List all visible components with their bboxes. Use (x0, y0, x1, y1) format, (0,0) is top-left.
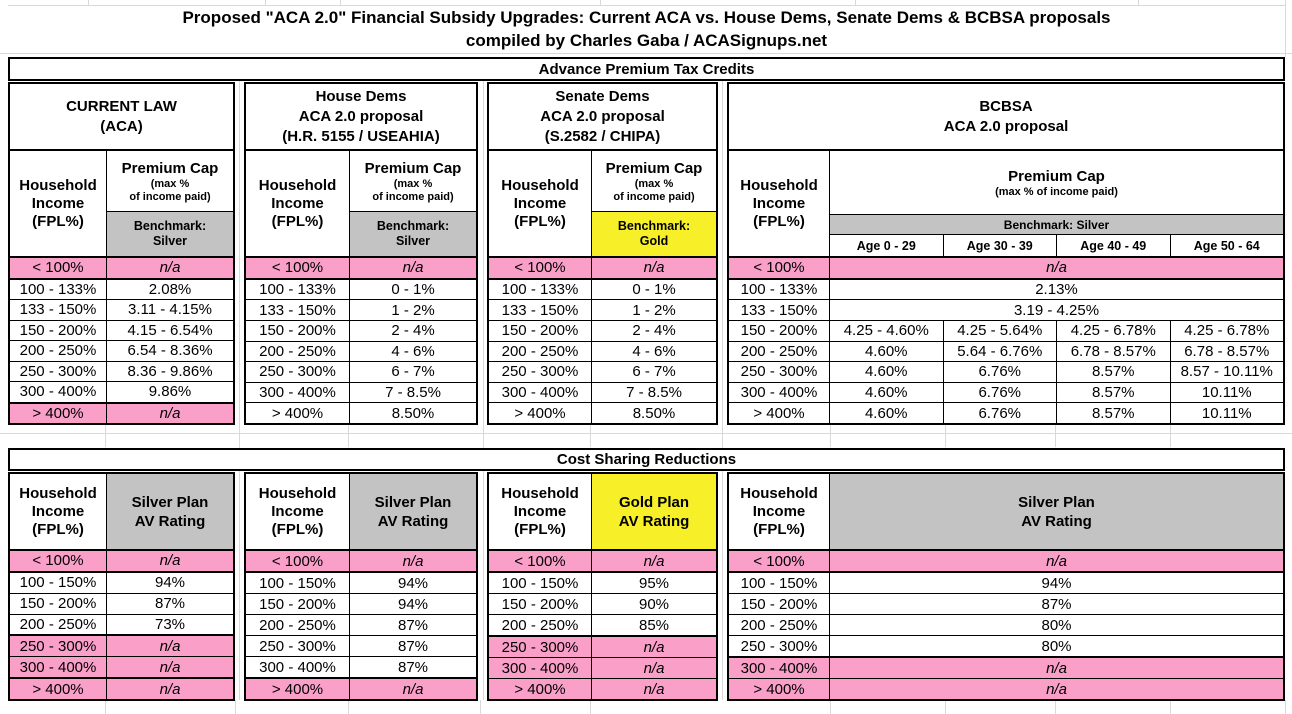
income-range-cell: 100 - 133% (246, 280, 350, 300)
income-range-cell: 150 - 200% (246, 321, 350, 341)
income-range-cell: > 400% (729, 679, 830, 699)
table-row (10, 361, 233, 382)
csr-bcbsa-rows (729, 551, 1283, 699)
income-range-cell: 100 - 150% (10, 573, 107, 593)
table-row (246, 551, 476, 571)
table-row (10, 258, 233, 278)
age-band-header: Age 30 - 39 (943, 235, 1057, 256)
value-cell: 87% (1041, 595, 1072, 613)
table-row (489, 299, 716, 320)
benchmark-label: Benchmark: Silver (350, 211, 476, 256)
value-cell: n/a (350, 258, 476, 278)
income-range-cell: > 400% (246, 679, 350, 699)
value-cell: 2 - 4% (632, 322, 676, 340)
income-range-cell: < 100% (10, 551, 107, 571)
value-cell: 95% (638, 574, 670, 592)
age-band-headers (830, 234, 1283, 256)
table-row (729, 320, 1283, 341)
gridline (348, 700, 349, 714)
premium-cap-header: Premium Cap (max % of income paid) Benchmark: Gold (592, 151, 716, 256)
table-row (246, 258, 476, 278)
premium-cap-header: Premium Cap (max % of income paid) Benchmark: Silver (107, 151, 233, 256)
table-row (729, 656, 1283, 678)
value-cell: 0 - 1% (391, 280, 435, 298)
income-range-cell: 300 - 400% (489, 658, 592, 678)
house-dems-title (246, 84, 476, 151)
table-row (10, 402, 233, 424)
value-cell: 4 - 6% (391, 342, 435, 360)
value-cell: 10.11% (1170, 403, 1284, 423)
value-cell: 2.08% (148, 280, 192, 298)
table-row (729, 571, 1283, 593)
value-cell: 4.60% (864, 363, 908, 381)
csr-section (8, 472, 1285, 701)
aptc-section-banner: Advance Premium Tax Credits (8, 57, 1285, 81)
income-range-cell: 250 - 300% (10, 362, 107, 382)
value-cell: 2 - 4% (391, 322, 435, 340)
table-row (246, 635, 476, 656)
value-cell: 4 - 6% (632, 342, 676, 360)
value-cell: 87% (397, 616, 429, 634)
income-range-cell: 150 - 200% (246, 594, 350, 614)
household-income-header: Household Income (FPL%) (246, 474, 350, 549)
aptc-house-dems-rows (246, 258, 476, 423)
table-row (10, 278, 233, 300)
csr-bcbsa-table (727, 472, 1285, 701)
value-cell: n/a (830, 258, 1283, 278)
aptc-bcbsa-rows (729, 258, 1283, 423)
benchmark-label: Benchmark: Silver (830, 214, 1283, 234)
value-cell: 3.11 - 4.15% (128, 301, 212, 319)
value-cell: n/a (350, 679, 476, 699)
table-row (10, 677, 233, 699)
column-headers (489, 474, 716, 551)
income-range-cell: > 400% (246, 403, 350, 423)
table-row (489, 657, 716, 678)
premium-cap-header: Premium Cap (max % of income paid) Benchmark: Silver Age 0 - 29 Age 30 - 39 Age 40 - 49 Age 50 - 64 (830, 151, 1283, 256)
table-row (10, 381, 233, 402)
income-range-cell: 300 - 400% (729, 658, 830, 678)
table-row (729, 361, 1283, 382)
income-range-cell: < 100% (729, 551, 830, 571)
value-cell: 8.50% (632, 404, 676, 422)
av-rating-header: Gold Plan AV Rating (592, 474, 716, 549)
value-cell: 1 - 2% (632, 301, 676, 319)
title-line: BCBSA (979, 97, 1033, 115)
table-row (246, 656, 476, 677)
value-cell: 90% (638, 595, 670, 613)
household-income-header: Household Income (FPL%) (489, 474, 592, 549)
value-cell: 9.86% (148, 383, 192, 401)
table-row (729, 299, 1283, 320)
value-cell: 94% (1041, 574, 1072, 592)
value-cell: n/a (107, 551, 233, 571)
household-income-header: Household Income (FPL%) (10, 151, 107, 256)
column-headers (489, 151, 716, 258)
value-cell: n/a (107, 404, 233, 424)
table-row (10, 634, 233, 656)
value-cell: 6.76% (943, 362, 1057, 382)
income-range-cell: > 400% (10, 679, 107, 699)
value-cell: 80% (1041, 637, 1072, 655)
value-cell: n/a (592, 637, 716, 657)
income-range-cell: 250 - 300% (729, 362, 830, 382)
income-range-cell: < 100% (489, 258, 592, 278)
table-row (246, 614, 476, 635)
aptc-senate-dems-table (487, 82, 718, 425)
income-range-cell: < 100% (246, 258, 350, 278)
title-line: House Dems (315, 87, 407, 105)
table-row (246, 402, 476, 423)
value-cell: n/a (107, 679, 233, 699)
income-range-cell: 300 - 400% (489, 383, 592, 403)
gridline (1170, 700, 1171, 714)
income-range-cell: 200 - 250% (246, 342, 350, 362)
table-row (729, 278, 1283, 300)
value-cell: 4.25 - 4.60% (843, 322, 929, 340)
value-cell: 4.25 - 6.78% (1056, 321, 1170, 341)
table-row (729, 678, 1283, 699)
table-row (246, 341, 476, 362)
gridline (235, 700, 236, 714)
value-cell: 87% (397, 637, 429, 655)
value-cell: n/a (830, 551, 1283, 571)
title-line: ACA 2.0 proposal (540, 107, 665, 125)
value-cell: 10.11% (1170, 383, 1284, 403)
value-cell: 94% (397, 595, 429, 613)
value-cell: 4.60% (864, 342, 908, 360)
value-cell: 6.78 - 8.57% (1056, 342, 1170, 362)
income-range-cell: 100 - 150% (246, 573, 350, 593)
table-row (489, 320, 716, 341)
income-range-cell: 100 - 150% (729, 573, 830, 593)
income-range-cell: 300 - 400% (729, 383, 830, 403)
table-row (489, 341, 716, 362)
income-range-cell: 150 - 200% (10, 321, 107, 341)
gridline (1055, 700, 1056, 714)
income-range-cell: 250 - 300% (246, 636, 350, 656)
value-cell: n/a (107, 657, 233, 677)
gridline (945, 700, 946, 714)
income-range-cell: 200 - 250% (246, 615, 350, 635)
table-row (729, 614, 1283, 635)
table-row (489, 361, 716, 382)
income-range-cell: < 100% (10, 258, 107, 278)
income-range-cell: 200 - 250% (489, 615, 592, 635)
premium-cap-header: Premium Cap (max % of income paid) Benchmark: Silver (350, 151, 476, 256)
table-row (10, 551, 233, 571)
income-range-cell: 100 - 150% (489, 573, 592, 593)
csr-senate-dems-table (487, 472, 718, 701)
value-cell: 6.76% (943, 383, 1057, 403)
income-range-cell: 300 - 400% (10, 657, 107, 677)
value-cell: 8.57% (1056, 403, 1170, 423)
table-row (246, 382, 476, 403)
value-cell: 6.78 - 8.57% (1170, 342, 1284, 362)
page-title (8, 5, 1285, 53)
income-range-cell: 250 - 300% (489, 637, 592, 657)
value-cell: 4.60% (864, 384, 908, 402)
csr-house-dems-table (244, 472, 478, 701)
household-income-header: Household Income (FPL%) (246, 151, 350, 256)
table-row (10, 340, 233, 361)
value-cell: 8.57% (1056, 383, 1170, 403)
av-rating-header: Silver Plan AV Rating (107, 474, 233, 549)
title-line: (S.2582 / CHIPA) (544, 127, 661, 145)
table-row (10, 571, 233, 593)
value-cell: n/a (830, 679, 1283, 699)
household-income-header: Household Income (FPL%) (729, 474, 830, 549)
value-cell: 73% (154, 616, 186, 633)
income-range-cell: 200 - 250% (10, 341, 107, 361)
title-line: ACA 2.0 proposal (943, 117, 1069, 135)
value-cell: 2.13% (1035, 280, 1078, 298)
senate-dems-title (489, 84, 716, 151)
income-range-cell: 133 - 150% (10, 300, 107, 320)
income-range-cell: < 100% (246, 551, 350, 571)
csr-current-law-table (8, 472, 235, 701)
household-income-header: Household Income (FPL%) (729, 151, 830, 256)
value-cell: 7 - 8.5% (385, 384, 441, 402)
title-line: (ACA) (100, 117, 143, 135)
table-row (489, 278, 716, 300)
table-row (246, 320, 476, 341)
gridline (1285, 0, 1286, 57)
csr-house-dems-rows (246, 551, 476, 699)
age-band-header: Age 0 - 29 (856, 238, 916, 253)
column-headers (10, 151, 233, 258)
income-range-cell: < 100% (489, 551, 592, 571)
gridline (830, 700, 831, 714)
value-cell: 6.76% (943, 403, 1057, 423)
av-rating-header: Silver Plan AV Rating (830, 474, 1283, 549)
income-range-cell: 250 - 300% (729, 636, 830, 656)
aptc-current-law-table (8, 82, 235, 425)
av-rating-header: Silver Plan AV Rating (350, 474, 476, 549)
column-headers (729, 151, 1283, 258)
table-row (246, 299, 476, 320)
value-cell: 1 - 2% (391, 301, 435, 319)
value-cell: 6 - 7% (632, 363, 676, 381)
table-row (729, 382, 1283, 403)
table-row (489, 258, 716, 278)
column-headers (246, 474, 476, 551)
value-cell: 4.25 - 5.64% (943, 321, 1057, 341)
benchmark-label: Benchmark: Gold (592, 211, 716, 256)
value-cell: 4.25 - 6.78% (1170, 321, 1284, 341)
value-cell: n/a (592, 679, 716, 699)
table-row (729, 551, 1283, 571)
income-range-cell: 250 - 300% (489, 362, 592, 382)
value-cell: n/a (350, 551, 476, 571)
title-line: Senate Dems (555, 87, 650, 105)
value-cell: 8.57% (1056, 362, 1170, 382)
table-row (489, 614, 716, 635)
column-headers (246, 151, 476, 258)
income-range-cell: > 400% (489, 679, 592, 699)
income-range-cell: 150 - 200% (729, 321, 830, 341)
table-row (729, 402, 1283, 423)
income-range-cell: 133 - 150% (489, 300, 592, 320)
value-cell: 87% (154, 595, 186, 613)
page-title-line2: compiled by Charles Gaba / ACASignups.net (465, 31, 828, 50)
table-row (10, 320, 233, 341)
table-row (489, 402, 716, 423)
income-range-cell: > 400% (489, 403, 592, 423)
income-range-cell: 200 - 250% (10, 615, 107, 635)
income-range-cell: > 400% (10, 404, 107, 424)
column-headers (10, 474, 233, 551)
table-row (10, 656, 233, 677)
income-range-cell: 300 - 400% (10, 382, 107, 402)
gridline (105, 700, 106, 714)
table-row (10, 593, 233, 614)
age-band-header: Age 40 - 49 (1056, 235, 1170, 256)
gridline (480, 700, 481, 714)
income-range-cell: 250 - 300% (10, 636, 107, 656)
income-range-cell: 100 - 133% (729, 280, 830, 300)
household-income-header: Household Income (FPL%) (489, 151, 592, 256)
income-range-cell: 100 - 133% (489, 280, 592, 300)
value-cell: 94% (397, 574, 429, 592)
age-band-header: Age 50 - 64 (1170, 235, 1284, 256)
value-cell: 8.50% (391, 404, 435, 422)
aptc-current-law-rows (10, 258, 233, 423)
title-line: ACA 2.0 proposal (298, 107, 424, 125)
column-headers (729, 474, 1283, 551)
income-range-cell: 150 - 200% (489, 594, 592, 614)
income-range-cell: 100 - 133% (10, 280, 107, 300)
income-range-cell: 200 - 250% (729, 342, 830, 362)
csr-current-law-rows (10, 551, 233, 699)
income-range-cell: 300 - 400% (246, 657, 350, 677)
table-row (489, 571, 716, 593)
table-row (729, 635, 1283, 656)
csr-section-banner: Cost Sharing Reductions (8, 448, 1285, 471)
table-row (489, 635, 716, 657)
value-cell: 3.19 - 4.25% (1013, 301, 1100, 319)
table-row (246, 361, 476, 382)
table-row (489, 678, 716, 699)
value-cell: 5.64 - 6.76% (943, 342, 1057, 362)
value-cell: 94% (154, 574, 186, 592)
value-cell: n/a (107, 258, 233, 278)
value-cell: 6 - 7% (391, 363, 435, 381)
table-row (246, 593, 476, 614)
income-range-cell: 150 - 200% (10, 594, 107, 614)
value-cell: 80% (1041, 616, 1072, 634)
income-range-cell: < 100% (729, 258, 830, 278)
table-row (489, 382, 716, 403)
income-range-cell: 133 - 150% (246, 300, 350, 320)
table-row (10, 299, 233, 320)
table-row (10, 614, 233, 635)
current-law-title (10, 84, 233, 151)
csr-senate-dems-rows (489, 551, 716, 699)
value-cell: n/a (592, 658, 716, 678)
page-title-line1: Proposed "ACA 2.0" Financial Subsidy Upgrades: Current ACA vs. House Dems, Senate Dems & BCBSA proposals (182, 8, 1111, 27)
value-cell: n/a (107, 636, 233, 656)
value-cell: 8.36 - 9.86% (127, 362, 213, 380)
table-row (246, 278, 476, 300)
gridline (1285, 700, 1286, 714)
value-cell: 87% (397, 658, 429, 676)
value-cell: 4.15 - 6.54% (127, 321, 213, 339)
table-row (489, 551, 716, 571)
value-cell: 7 - 8.5% (626, 384, 682, 402)
bcbsa-title (729, 84, 1283, 151)
income-range-cell: 150 - 200% (489, 321, 592, 341)
aptc-house-dems-table (244, 82, 478, 425)
aptc-senate-dems-rows (489, 258, 716, 423)
table-row (729, 258, 1283, 278)
table-row (729, 593, 1283, 614)
income-range-cell: 200 - 250% (489, 342, 592, 362)
value-cell: 4.60% (864, 404, 908, 422)
gridline (590, 700, 591, 714)
value-cell: 0 - 1% (632, 280, 676, 298)
income-range-cell: 150 - 200% (729, 594, 830, 614)
title-line: CURRENT LAW (66, 97, 177, 115)
income-range-cell: 250 - 300% (246, 362, 350, 382)
value-cell: 6.54 - 8.36% (127, 342, 213, 360)
household-income-header: Household Income (FPL%) (10, 474, 107, 549)
value-cell: n/a (830, 658, 1283, 678)
benchmark-label: Benchmark: Silver (107, 211, 233, 256)
value-cell: 85% (638, 616, 670, 634)
income-range-cell: > 400% (729, 403, 830, 423)
value-cell: n/a (592, 551, 716, 571)
income-range-cell: 133 - 150% (729, 300, 830, 320)
aptc-bcbsa-table (727, 82, 1285, 425)
title-line: (H.R. 5155 / USEAHIA) (282, 127, 440, 145)
table-row (246, 571, 476, 593)
table-row (489, 593, 716, 614)
value-cell: n/a (592, 258, 716, 278)
table-row (729, 341, 1283, 362)
table-row (246, 677, 476, 699)
value-cell: 8.57 - 10.11% (1170, 362, 1284, 382)
income-range-cell: 200 - 250% (729, 615, 830, 635)
income-range-cell: 300 - 400% (246, 383, 350, 403)
aptc-section (8, 82, 1285, 425)
